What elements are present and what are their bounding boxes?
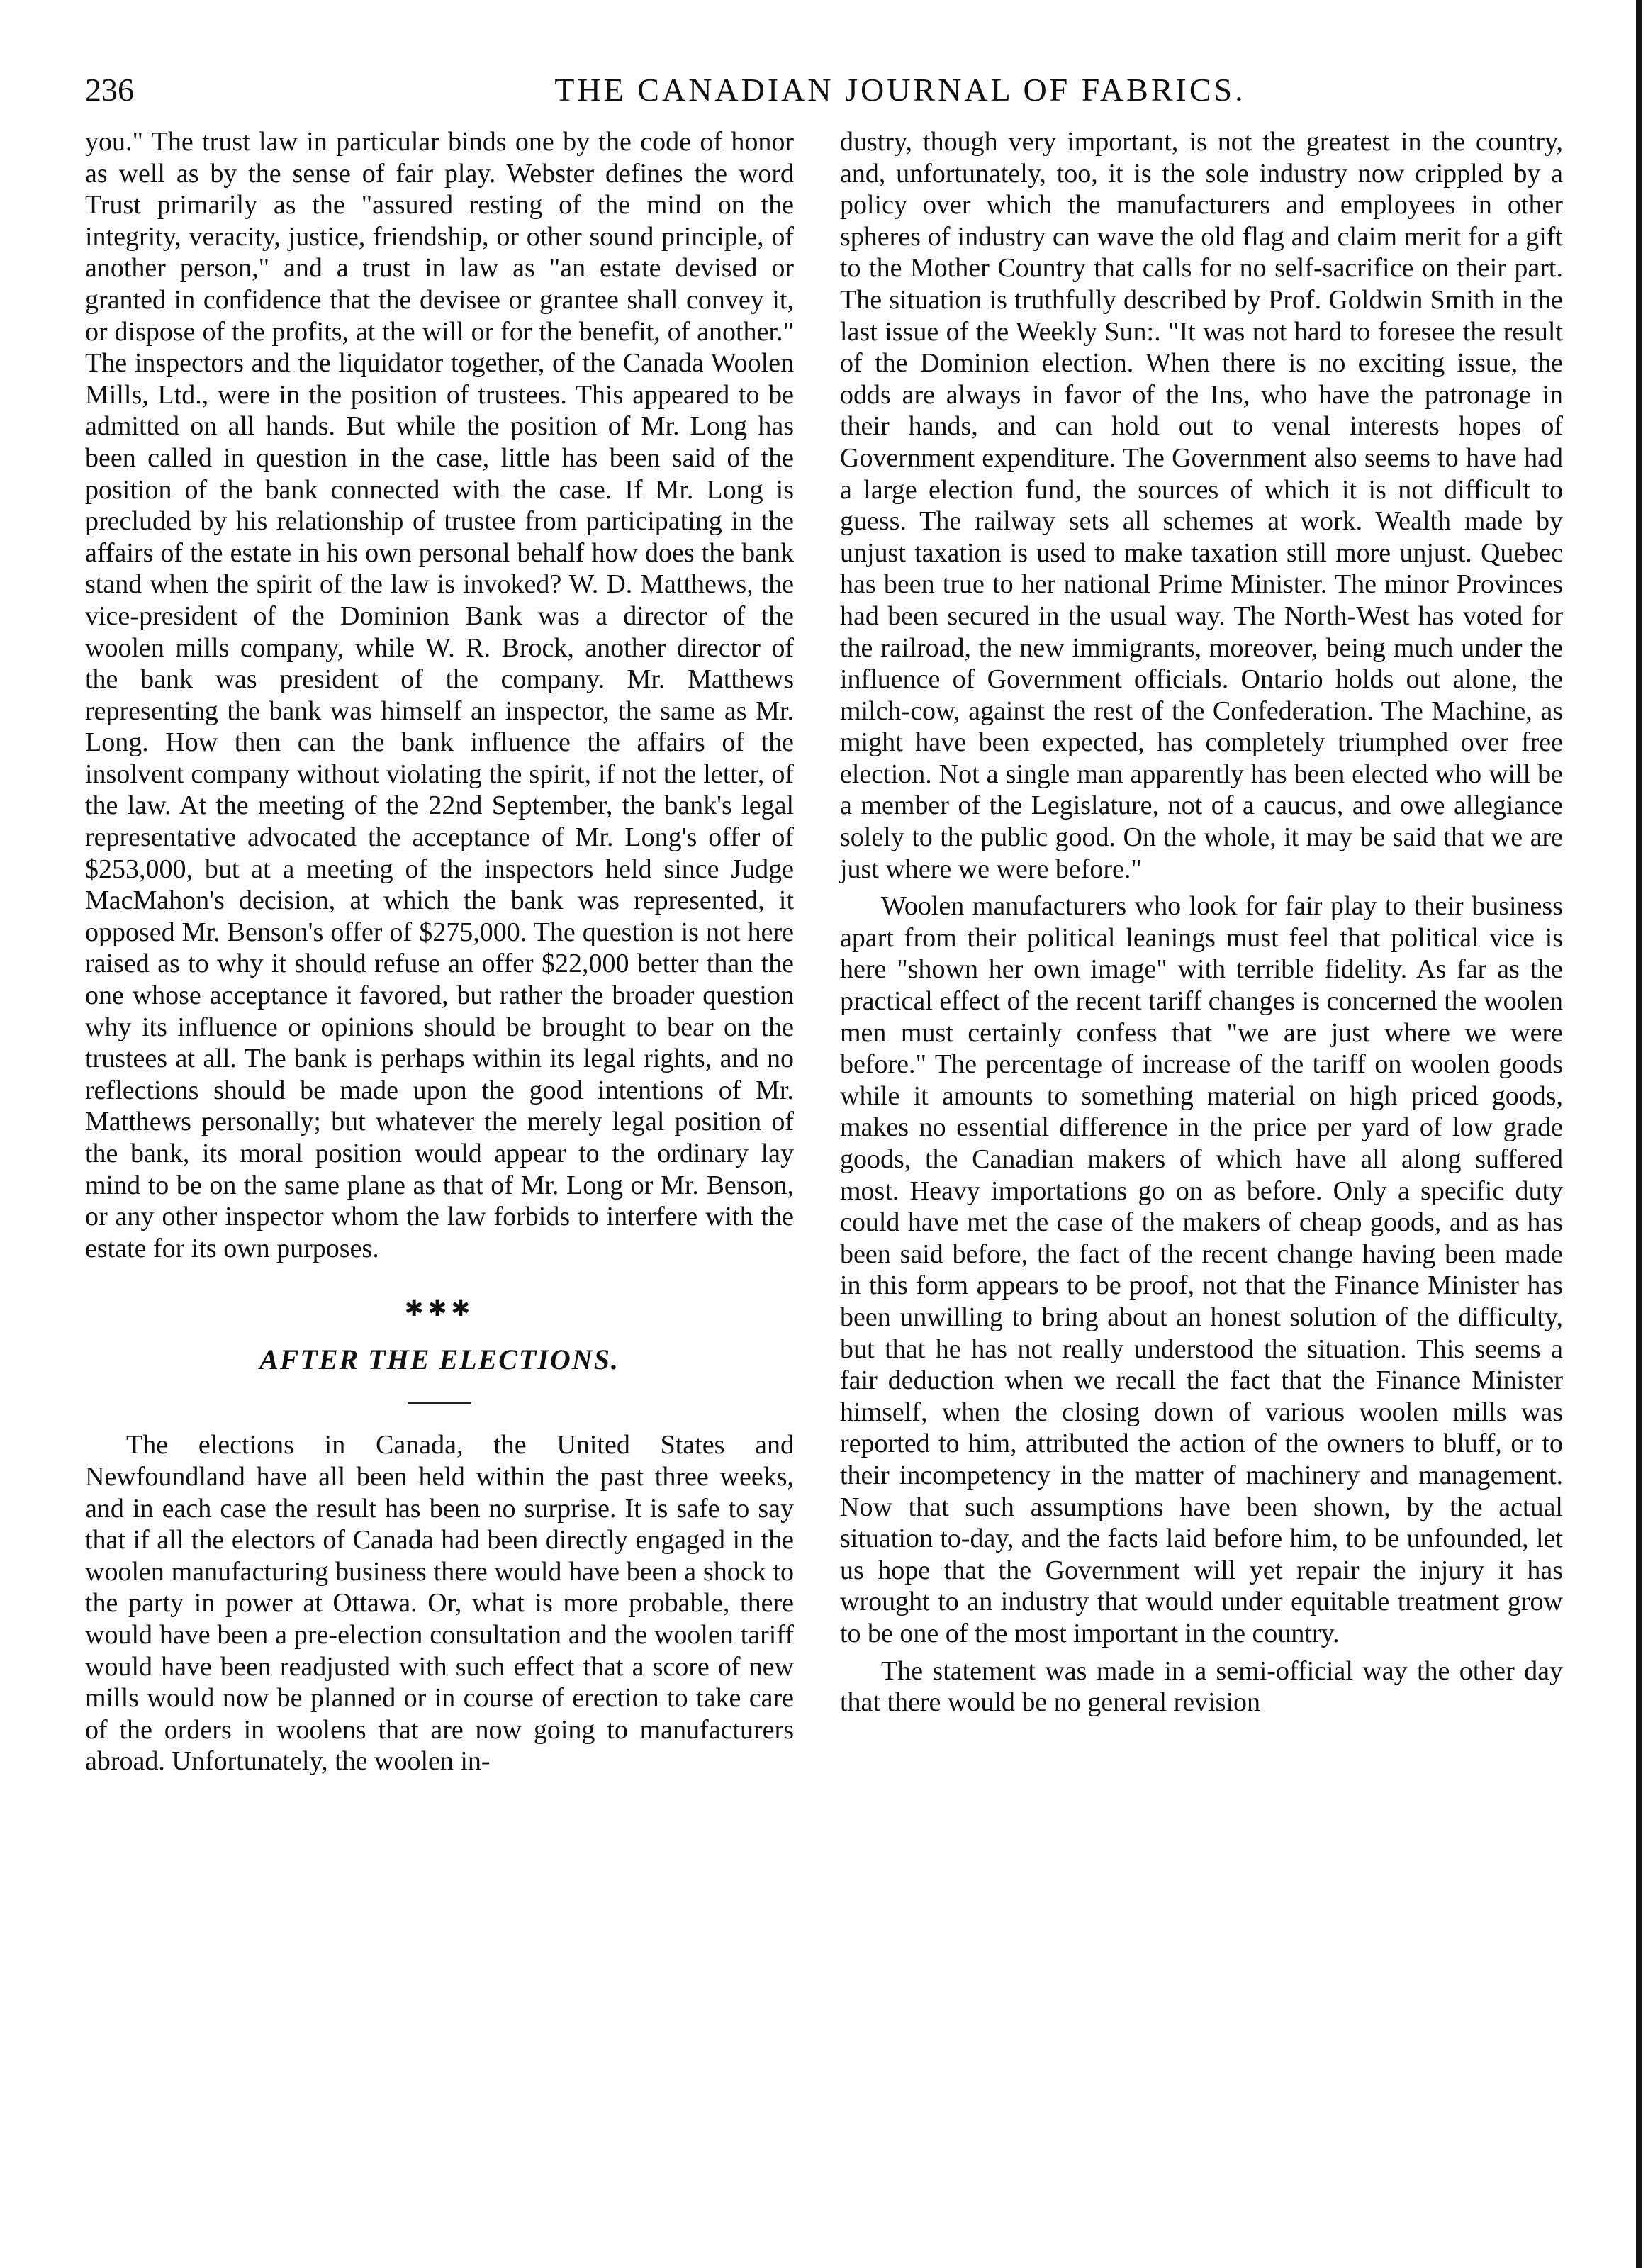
journal-title: THE CANADIAN JOURNAL OF FABRICS. xyxy=(554,72,1246,108)
page-header xyxy=(85,65,1559,115)
elections-paragraph: The elections in Canada, the United States and Newfoundland have all been held within the past three weeks, and in each case the result has been no surprise. It is safe to say that if all the electors of Canada had been directly engaged in the woolen manufacturing business there would have been a shock to the party in power at Ottawa. Or, what is more probable, there would have been a pre-election consultation and the woolen tariff would have been readjusted with such effect that a score of new mills would now be planned or in course of erection to take care of the orders in woolens that are now going to manufacturers abroad. Unfortunately, the woolen in- xyxy=(85,1430,794,1777)
woolen-industry-paragraph: dustry, though very important, is not the greatest in the country, and, unfortunately, too, it is the sole industry now crippled by a policy over which the manufacturers and employees in other spheres of industry can wave the old flag and claim merit for a gift to the Mother Country that calls for no self-sacrifice on their part. The situation is truthfully described by Prof. Goldwin Smith in the last issue of the Weekly Sun:. "It was not hard to foresee the result of the Dominion election. When there is no exciting issue, the odds are always in favor of the Ins, who have the patronage in their hands, and can hold out to venal interests hopes of Government expenditure. The Government also seems to have had a large election fund, the sources of which it is not difficult to guess. The railway sets all schemes at work. Wealth made by unjust taxation is used to make taxation still more unjust. Quebec has been true to her national Prime Minister. The minor Provinces had been secured in the usual way. The North-West has voted for the railroad, the new immigrants, moreover, being much under the influence of Government officials. Ontario holds out alone, the milch-cow, against the rest of the Confederation. The Machine, as might have been expected, has completely triumphed over free election. Not a single man apparently has been elected who will be a member of the Legislature, not of a caucus, and owe allegiance solely to the public good. On the whole, it may be said that we are just where we were before." xyxy=(840,127,1563,884)
trust-law-paragraph: you." The trust law in particular binds one by the code of honor as well as by the sense of fair play. Webster defines the word Trust primarily as the "assured resting of the mind on the integrity, veracity, justice, friendship, or other sound principle, of another person," and a trust in law as "an estate devised or granted in confidence that the devisee or grantee shall convey it, or dispose of the profits, at the will or for the benefit, of another." The inspectors and the liquidator together, of the Canada Woolen Mills, Ltd., were in the position of trustees. This appeared to be admitted on all hands. But while the position of Mr. Long has been called in question in the case, little has been said of the position of the bank connected with the case. If Mr. Long is precluded by his relationship of trustee from participating in the affairs of the estate in his own personal behalf how does the bank stand when the spirit of the law is invoked? W. D. Matthews, the vice-president of the Dominion Bank was a director of the woolen mills company, while W. R. Brock, another director of the bank was president of the company. Mr. Matthews representing the bank was himself an inspector, the same as Mr. Long. How then can the bank influence the affairs of the insolvent company without violating the spirit, if not the letter, of the law. At the meeting of the 22nd September, the bank's legal representative advocated the acceptance of Mr. Long's offer of $253,000, but at a meeting of the inspectors held since Judge MacMahon's decision, at which the bank was represented, it opposed Mr. Benson's offer of $275,000. The question is not here raised as to why it should refuse an offer $22,000 better than the one whose acceptance it favored, but rather the broader question why its influence or opinions should be brought to bear on the trustees at all. The bank is perhaps within its legal rights, and no reflections should be made upon the good intentions of Mr. Matthews personally; but whatever the merely legal position of the bank, its moral position would appear to the ordinary lay mind to be on the same plane as that of Mr. Long or Mr. Benson, or any other inspector whom the law forbids to interfere with the estate for its own purposes. xyxy=(85,127,794,1263)
right-column xyxy=(840,126,1563,1719)
page-edge-rule xyxy=(1636,0,1642,2268)
revision-statement-paragraph: The statement was made in a semi-official way the other day that there would be no general revision xyxy=(840,1655,1563,1718)
left-column xyxy=(85,126,794,1777)
heading-rule xyxy=(408,1402,471,1404)
page-number: 236 xyxy=(85,72,134,108)
section-ornament: ✱✱✱ xyxy=(404,1295,475,1322)
woolen-manufacturers-paragraph: Woolen manufacturers who look for fair play to their business apart from their political leanings must feel that political vice is here "shown her own image" with terrible fidelity. As far as the practical effect of the recent tariff changes is concerned the woolen men must certainly confess that "we are just where we were before." The percentage of increase of the tariff on woolen goods while it amounts to something material on high priced goods, makes no essential difference in the price per yard of low grade goods, the Canadian makers of which have all along suffered most. Heavy importations go on as before. Only a specific duty could have met the case of the makers of cheap goods, and as has been said before, the fact of the recent change having been made in this form appears to be proof, not that the Finance Minister has been unwilling to bring about an honest solution of the difficulty, but that he has not really understood the situation. This seems a fair deduction when we recall the fact that the Finance Minister himself, when the closing down of various woolen mills was reported to him, attributed the action of the owners to bluff, or to their incompetency in the matter of machinery and management. Now that such assumptions have been shown, by the actual situation to-day, and the facts laid before him, to be unfounded, let us hope that the Government will yet repair the injury it has wrought to an industry that would under equitable treatment grow to be one of the most important in the country. xyxy=(840,891,1563,1648)
section-heading: AFTER THE ELECTIONS. xyxy=(259,1344,620,1376)
